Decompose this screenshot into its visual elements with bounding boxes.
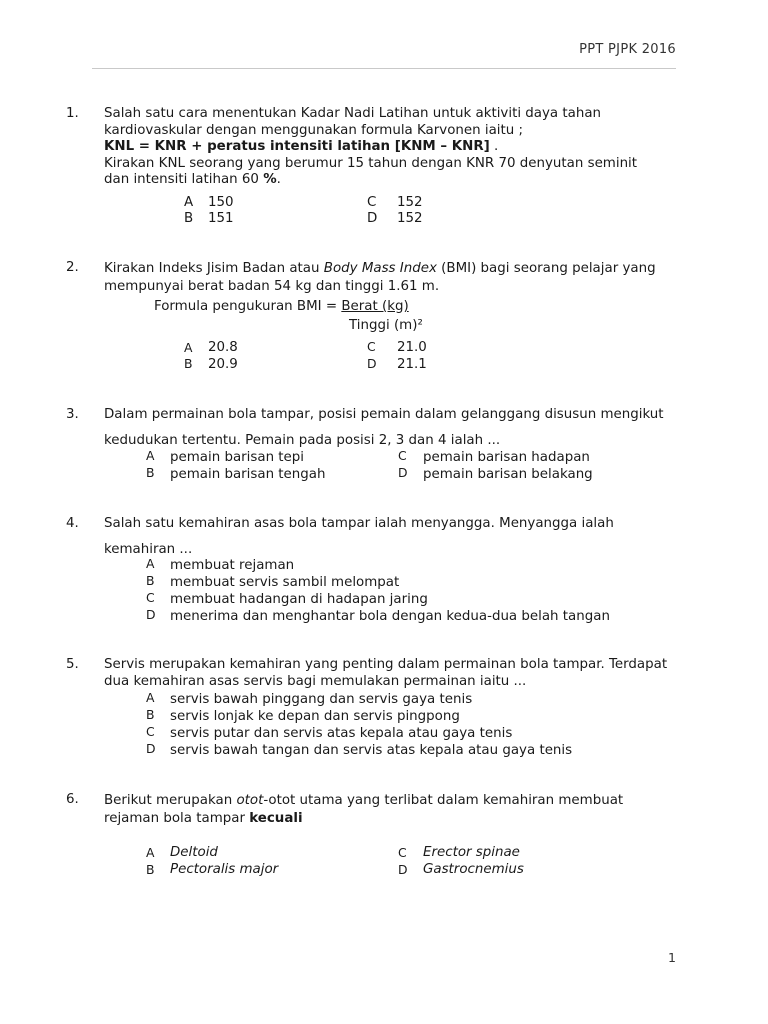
percent-sign: % — [263, 172, 277, 187]
stem-text: Kirakan Indeks Jisim Badan atau — [104, 261, 324, 276]
stem-text: -otot utama yang terlibat dalam kemahiran membuat — [263, 793, 624, 808]
option-c[interactable] — [367, 195, 423, 211]
option-letter: D — [146, 607, 156, 622]
bmi-formula — [154, 299, 409, 314]
option-text: membuat rejaman — [170, 558, 295, 573]
option-d[interactable] — [367, 211, 423, 227]
stem-text-bold: kecuali — [249, 811, 303, 826]
option-letter: A — [184, 195, 194, 210]
stem-text: Berikut merupakan — [104, 793, 237, 808]
option-text: 152 — [397, 211, 423, 226]
option-text: membuat hadangan di hadapan jaring — [170, 592, 428, 607]
option-letter: C — [367, 195, 377, 210]
option-letter: B — [146, 862, 155, 877]
question-stem — [104, 407, 690, 449]
stem-line: kemahiran ... — [104, 541, 193, 557]
stem-line: Kirakan KNL seorang yang berumur 15 tahun dengan KNR 70 denyutan seminit — [104, 155, 638, 171]
option-letter: A — [146, 448, 155, 463]
karvonen-formula: KNL = KNR + peratus intensiti latihan [KNM – KNR] — [104, 139, 490, 154]
stem-text: rejaman bola tampar — [104, 811, 250, 826]
option-text: 20.9 — [208, 357, 238, 372]
option-text: pemain barisan tengah — [170, 467, 326, 482]
option-letter: B — [146, 573, 155, 588]
question-stem — [104, 516, 690, 558]
option-letter: C — [146, 590, 155, 605]
option-text: Erector spinae — [423, 845, 520, 860]
question-stem — [104, 792, 690, 828]
question-stem — [104, 657, 690, 690]
option-text: Deltoid — [170, 845, 218, 860]
option-text: servis putar dan servis atas kepala atau gaya tenis — [170, 726, 513, 741]
option-letter: D — [146, 741, 156, 756]
stem-line — [104, 792, 690, 810]
stem-line: Servis merupakan kemahiran yang penting dalam permainan bola tampar. Terdapat — [104, 657, 668, 672]
option-letter: A — [146, 845, 155, 860]
question-number: 2. — [66, 260, 79, 275]
option-letter: A — [146, 690, 155, 705]
option-text: 21.0 — [397, 340, 427, 355]
option-b[interactable] — [184, 211, 234, 227]
formula-line — [104, 139, 690, 156]
option-text: 20.8 — [208, 340, 238, 355]
question-number: 1. — [66, 106, 79, 121]
option-text: pemain barisan belakang — [423, 467, 593, 482]
stem-line: dua kemahiran asas servis bagi memulakan permainan iaitu ... — [104, 673, 527, 689]
option-text: membuat servis sambil melompat — [170, 575, 400, 590]
stem-line — [104, 260, 690, 278]
option-a[interactable] — [184, 195, 234, 211]
formula-end: . — [489, 139, 499, 154]
option-letter: D — [398, 862, 408, 877]
option-letter: C — [367, 339, 376, 354]
option-text: servis lonjak ke depan dan servis pingpong — [170, 709, 460, 724]
stem-text: (BMI) bagi seorang pelajar yang — [436, 261, 656, 276]
question-number: 5. — [66, 657, 79, 672]
option-letter: D — [367, 356, 377, 371]
question-stem — [104, 260, 690, 296]
option-letter: A — [184, 340, 193, 355]
option-letter: C — [146, 724, 155, 739]
option-text: 151 — [208, 211, 234, 226]
option-text: menerima dan menghantar bola dengan kedua-dua belah tangan — [170, 609, 610, 624]
formula-denominator: Tinggi (m)² — [349, 318, 423, 333]
question-number: 3. — [66, 407, 79, 422]
option-letter: A — [146, 556, 155, 571]
option-text: pemain barisan tepi — [170, 450, 305, 465]
stem-line — [104, 810, 690, 828]
stem-text: dan intensiti latihan 60 — [104, 172, 264, 187]
formula-numerator: Berat (kg) — [341, 299, 409, 314]
stem-line: kedudukan tertentu. Pemain pada posisi 2, 3 dan 4 ialah ... — [104, 432, 501, 448]
stem-line: Dalam permainan bola tampar, posisi pemain dalam gelanggang disusun mengikut — [104, 407, 664, 422]
option-text: Gastrocnemius — [423, 862, 524, 877]
option-letter: B — [184, 356, 193, 371]
option-text: servis bawah pinggang dan servis gaya tenis — [170, 692, 473, 707]
header-rule — [92, 68, 676, 69]
formula-label: Formula pengukuran BMI = — [154, 299, 342, 314]
stem-line: Salah satu kemahiran asas bola tampar ialah menyangga. Menyangga ialah — [104, 516, 614, 531]
option-text: servis bawah tangan dan servis atas kepala atau gaya tenis — [170, 743, 573, 758]
option-text: 21.1 — [397, 357, 427, 372]
option-text: 150 — [208, 195, 234, 210]
page-number: 1 — [668, 950, 676, 965]
option-text: pemain barisan hadapan — [423, 450, 590, 465]
question-number: 6. — [66, 792, 79, 807]
option-letter: D — [367, 211, 378, 226]
option-letter: B — [146, 465, 155, 480]
stem-text-italic: otot — [236, 793, 264, 808]
stem-line: kardiovaskular dengan menggunakan formula Karvonen iaitu ; — [104, 122, 524, 138]
option-text: Pectoralis major — [170, 862, 279, 877]
question-stem — [104, 106, 690, 189]
option-letter: D — [398, 465, 408, 480]
option-letter: C — [398, 448, 407, 463]
stem-line: mempunyai berat badan 54 kg dan tinggi 1.61 m. — [104, 279, 440, 294]
stem-line: Salah satu cara menentukan Kadar Nadi Latihan untuk aktiviti daya tahan — [104, 106, 602, 121]
page-header: PPT PJPK 2016 — [579, 42, 676, 57]
option-letter: B — [146, 707, 155, 722]
question-number: 4. — [66, 516, 79, 531]
stem-text: . — [276, 172, 281, 187]
option-letter: C — [398, 845, 407, 860]
stem-text-italic: Body Mass Index — [323, 261, 437, 276]
stem-line — [104, 172, 690, 189]
option-text: 152 — [397, 195, 423, 210]
option-letter: B — [184, 211, 194, 226]
